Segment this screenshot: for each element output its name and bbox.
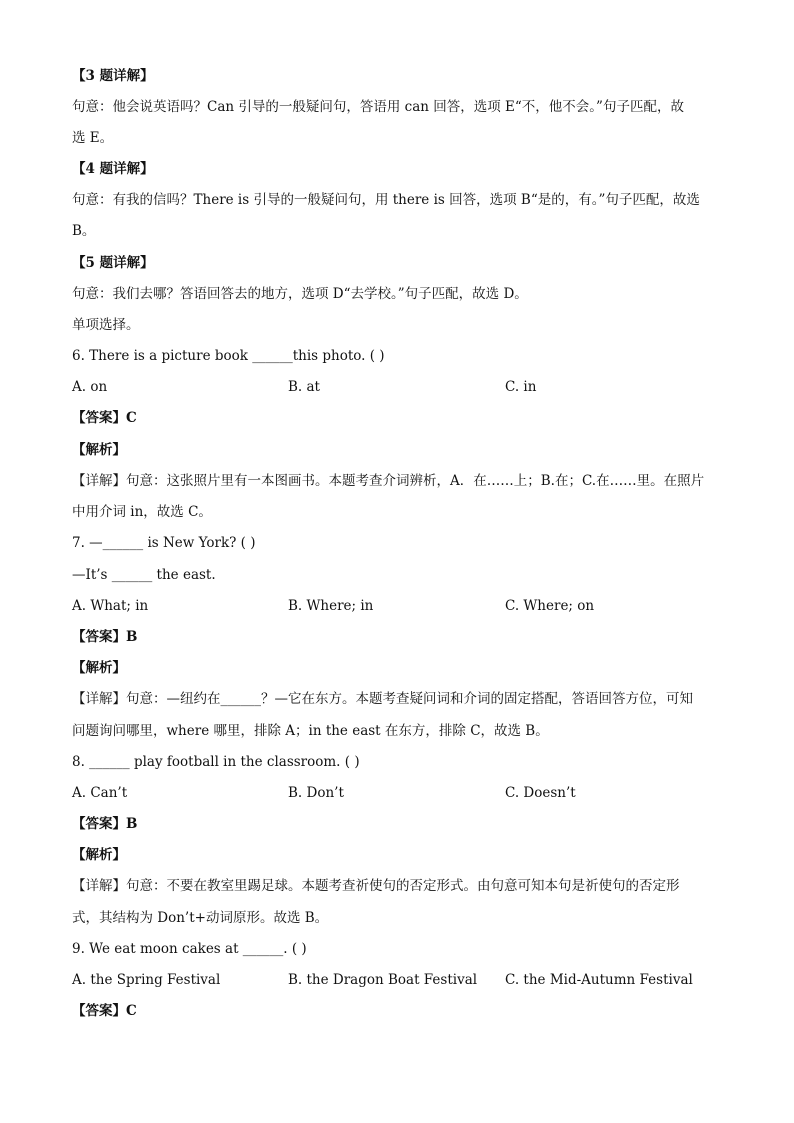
question-8-option-b: B. Don’t	[288, 785, 344, 801]
question-6-detail-1: 【详解】句意：这张照片里有一本图画书。本题考查介词辨析，A．在……上；B.在；C.在……里。在照片	[72, 473, 705, 489]
question-7-stem-2: —It’s ______ the east.	[72, 567, 216, 583]
question-6-detail-2: 中用介词 in，故选 C。	[72, 504, 212, 520]
question-9-option-a: A. the Spring Festival	[72, 972, 221, 988]
question-9-answer: 【答案】C	[72, 1003, 137, 1019]
question-8-analysis-label: 【解析】	[72, 847, 126, 863]
question-8-detail-1: 【详解】句意：不要在教室里踢足球。本题考查祈使句的否定形式。由句意可知本句是祈使句的否定形	[72, 878, 680, 894]
section-5-line-1: 句意：我们去哪？答语回答去的地方，选项 D“去学校。”句子匹配，故选 D。	[72, 286, 528, 302]
question-7-analysis-label: 【解析】	[72, 660, 126, 676]
question-9-stem: 9. We eat moon cakes at ______. ( )	[72, 941, 307, 957]
question-7-options	[72, 596, 724, 616]
question-8-option-a: A. Can’t	[72, 785, 128, 801]
question-8-option-c: C. Doesn’t	[505, 785, 576, 801]
section-title: 单项选择。	[72, 317, 140, 333]
question-7-detail-2: 问题询问哪里，where 哪里，排除 A；in the east 在东方，排除 C，故选 B。	[72, 723, 549, 739]
question-6-stem: 6. There is a picture book ______this photo. ( )	[72, 348, 385, 364]
question-7-stem-1: 7. —______ is New York? ( )	[72, 535, 256, 551]
question-7-option-a: A. What; in	[72, 598, 149, 614]
question-6-option-a: A. on	[72, 379, 108, 395]
question-9-options	[72, 970, 724, 990]
question-7-option-c: C. Where; on	[505, 598, 595, 614]
section-3-line-1: 句意：他会说英语吗？Can 引导的一般疑问句，答语用 can 回答，选项 E“不，他不会。”句子匹配，故	[72, 99, 684, 115]
section-4-line-2: B。	[72, 223, 96, 239]
question-8-options	[72, 783, 724, 803]
question-7-detail-1: 【详解】句意：—纽约在______？—它在东方。本题考查疑问词和介词的固定搭配，答语回答方位，可知	[72, 691, 693, 707]
question-8-stem: 8. ______ play football in the classroom. ( )	[72, 754, 360, 770]
question-9-option-c: C. the Mid-Autumn Festival	[505, 972, 693, 988]
section-4-heading: 【4 题详解】	[72, 161, 154, 177]
question-6-options	[72, 377, 724, 397]
question-7-option-b: B. Where; in	[288, 598, 374, 614]
question-8-answer: 【答案】B	[72, 816, 138, 832]
question-7-answer: 【答案】B	[72, 629, 138, 645]
section-3-heading: 【3 题详解】	[72, 68, 154, 84]
question-9-option-b: B. the Dragon Boat Festival	[288, 972, 478, 988]
question-6-option-b: B. at	[288, 379, 320, 395]
question-8-detail-2: 式，其结构为 Don’t+动词原形。故选 B。	[72, 910, 329, 926]
section-4-line-1: 句意：有我的信吗？There is 引导的一般疑问句，用 there is 回答，选项 B“是的，有。”句子匹配，故选	[72, 192, 700, 208]
question-6-analysis-label: 【解析】	[72, 442, 126, 458]
question-6-option-c: C. in	[505, 379, 537, 395]
question-6-answer: 【答案】C	[72, 410, 137, 426]
section-5-heading: 【5 题详解】	[72, 255, 154, 271]
section-3-line-2: 选 E。	[72, 130, 114, 146]
